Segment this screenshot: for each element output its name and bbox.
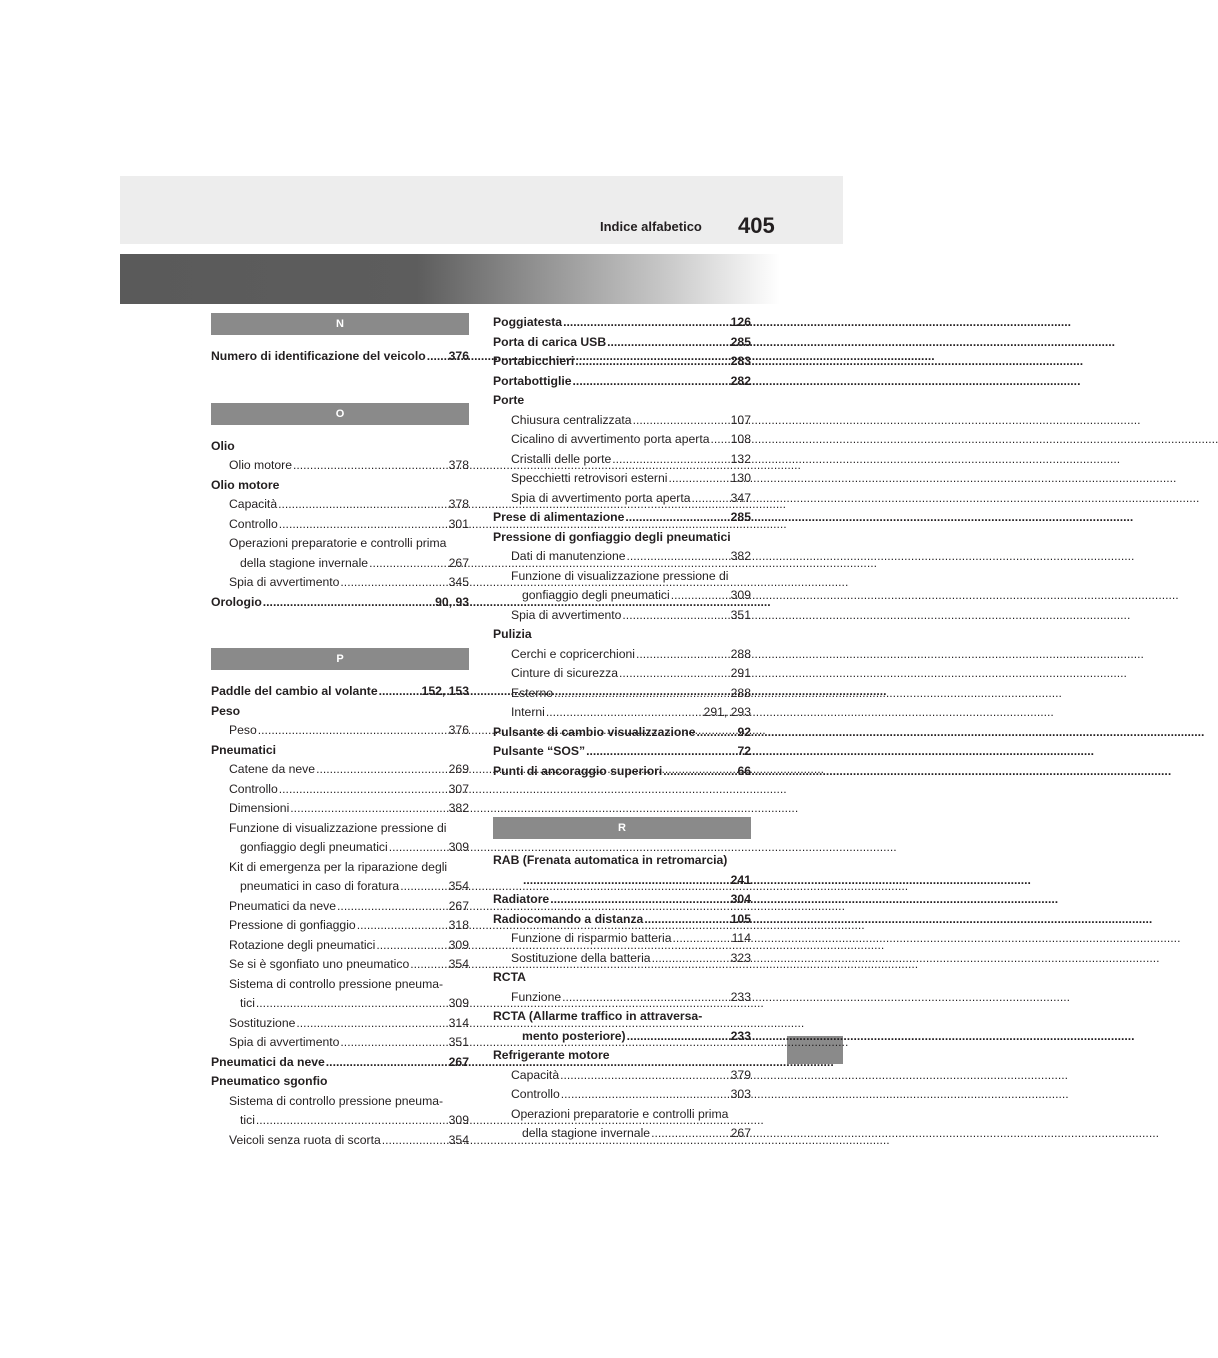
index-entry — [493, 910, 751, 930]
entry-label: gonfiaggio degli pneumatici — [522, 588, 670, 602]
entry-page-number: 267 — [730, 1126, 751, 1140]
entry-label: della stagione invernale — [522, 1126, 651, 1140]
leader-dots — [258, 721, 448, 741]
entry-page-number: 376 — [448, 723, 469, 737]
index-entry — [493, 703, 751, 723]
index-entry — [493, 430, 751, 450]
leader-dots — [296, 1014, 447, 1034]
entry-page-number: 233 — [730, 1028, 751, 1043]
entry-label: Sistema di controllo pressione pneuma- — [229, 1093, 444, 1108]
leader-dots — [711, 430, 730, 450]
entry-label: Radiocomando a distanza — [493, 911, 644, 926]
leader-dots — [293, 456, 448, 476]
index-entry — [211, 1033, 469, 1053]
entry-page-number: 90, 93 — [435, 594, 469, 609]
leader-dots — [607, 333, 730, 353]
index-entry — [211, 994, 469, 1014]
index-entry — [493, 352, 751, 372]
entry-label: Se si è sgonfiato uno pneumatico — [229, 957, 410, 971]
leader-dots — [563, 313, 730, 333]
index-entry — [211, 347, 469, 367]
leader-dots — [697, 723, 737, 743]
entry-label: Interni — [511, 705, 545, 719]
leader-dots — [554, 684, 730, 704]
section-header-p: P — [211, 648, 469, 670]
index-entry — [211, 955, 469, 975]
entry-page-number: 378 — [448, 497, 469, 511]
index-entry — [493, 625, 751, 645]
entry-label: Esterno — [511, 685, 554, 700]
entry-page-number: 126 — [730, 315, 751, 329]
entry-label: tici — [240, 996, 255, 1010]
index-entry — [493, 762, 751, 782]
entry-page-number: 282 — [730, 373, 751, 388]
entry-label: Spia di avvertimento — [229, 575, 340, 589]
leader-dots — [651, 1124, 730, 1144]
entry-label: Funzione di visualizzazione pressione di — [511, 568, 729, 583]
index-entry — [493, 391, 751, 411]
entry-label: Pressione di gonfiaggio degli pneumatici — [493, 529, 731, 544]
entry-page-number: 376 — [448, 349, 469, 363]
entry-page-number: 114 — [731, 931, 751, 945]
entry-page-number: 378 — [448, 458, 469, 472]
entry-label: Poggiatesta — [493, 315, 563, 329]
index-entry — [493, 723, 751, 743]
leader-dots — [644, 910, 729, 930]
index-entry — [493, 586, 751, 606]
entry-label: Prese di alimentazione — [493, 510, 625, 524]
index-entry — [211, 702, 469, 722]
entry-label: Specchietti retrovisori esterni — [511, 471, 668, 485]
index-entry — [211, 741, 469, 761]
entry-page-number: 307 — [448, 781, 469, 796]
entry-page-number: 309 — [448, 996, 469, 1010]
index-entry — [493, 313, 751, 333]
entry-label: Pressione di gonfiaggio — [229, 918, 356, 932]
entry-label: Pulsante “SOS” — [493, 744, 586, 758]
entry-label: Funzione di risparmio batteria — [511, 931, 672, 945]
entry-page-number: 130 — [730, 471, 751, 485]
entry-label: Portabicchieri — [493, 354, 575, 368]
entry-label: mento posteriore) — [522, 1028, 626, 1043]
leader-dots — [279, 515, 448, 535]
leader-dots — [316, 760, 448, 780]
index-entry — [211, 975, 469, 995]
index-entry — [493, 333, 751, 353]
index-entry — [211, 1053, 469, 1073]
entry-label: Sistema di controllo pressione pneuma- — [229, 976, 444, 991]
index-entry — [211, 799, 469, 819]
index-entry — [493, 528, 751, 548]
index-entry — [493, 1124, 751, 1144]
entry-label: Capacità — [229, 497, 278, 511]
entry-page-number: 92 — [737, 724, 751, 739]
leader-dots — [671, 586, 730, 606]
entry-page-number: 233 — [730, 989, 751, 1004]
entry-label: RAB (Frenata automatica in retromarcia) — [493, 853, 728, 867]
leader-dots — [561, 1085, 730, 1105]
entry-label: Sostituzione — [229, 1015, 296, 1030]
leader-dots — [633, 411, 730, 431]
index-entry — [211, 495, 469, 515]
entry-label: Operazioni preparatorie e controlli prima — [511, 1106, 729, 1121]
entry-label: Punti di ancoraggio superiori — [493, 763, 663, 778]
index-entry — [493, 890, 751, 910]
index-entry — [211, 437, 469, 457]
entry-label: Cristalli delle porte — [511, 451, 612, 466]
index-entry — [493, 1066, 751, 1086]
index-entry — [493, 664, 751, 684]
index-entry — [493, 567, 751, 587]
entry-page-number: 152, 153 — [421, 684, 469, 698]
leader-dots — [636, 645, 730, 665]
index-entry — [211, 858, 469, 878]
entry-page-number: 351 — [730, 607, 751, 622]
leader-dots — [560, 1066, 730, 1086]
leader-dots — [562, 988, 730, 1008]
leader-dots — [573, 372, 730, 392]
entry-label: Funzione — [511, 989, 562, 1004]
leader-dots — [357, 916, 448, 936]
leader-dots — [575, 352, 729, 372]
entry-label: Kit di emergenza per la riparazione degli — [229, 859, 448, 874]
entry-label: Peso — [211, 703, 241, 718]
leader-dots — [379, 682, 421, 702]
index-entry — [493, 988, 751, 1008]
entry-label: Olio — [211, 438, 235, 453]
entry-page-number: 314 — [448, 1015, 469, 1030]
index-entry — [493, 372, 751, 392]
index-entry — [493, 1007, 751, 1027]
entry-page-number: 354 — [448, 879, 469, 893]
entry-label: tici — [240, 1113, 255, 1127]
index-entry — [493, 489, 751, 509]
index-entry — [211, 760, 469, 780]
entry-label: Radiatore — [493, 892, 550, 906]
leader-dots — [256, 1111, 448, 1131]
entry-label: Olio motore — [211, 477, 280, 492]
index-entry — [493, 949, 751, 969]
entry-label: pneumatici in caso di foratura — [240, 879, 400, 893]
entry-label: Cinture di sicurezza — [511, 666, 619, 680]
entry-label: Olio motore — [229, 458, 292, 472]
index-entry — [493, 411, 751, 431]
entry-label: Porta di carica USB — [493, 334, 607, 349]
index-entry — [211, 877, 469, 897]
leader-dots — [523, 871, 730, 891]
entry-page-number: 291 — [730, 666, 751, 680]
entry-page-number: 105 — [730, 911, 751, 926]
entry-page-number: 285 — [730, 334, 751, 349]
entry-label: Peso — [229, 723, 257, 737]
entry-label: Portabottiglie — [493, 373, 572, 388]
section-header-o: O — [211, 403, 469, 425]
entry-page-number: 323 — [730, 950, 751, 965]
leader-dots — [326, 1053, 448, 1073]
index-entry — [211, 721, 469, 741]
entry-page-number: 309 — [448, 840, 469, 854]
entry-page-number: 267 — [448, 555, 469, 570]
entry-page-number: 267 — [448, 1054, 469, 1069]
decorative-gradient-band — [120, 254, 780, 304]
entry-page-number: 301 — [448, 516, 469, 531]
index-entry — [493, 851, 751, 871]
entry-label: Dimensioni — [229, 801, 290, 815]
entry-label: Spia di avvertimento — [511, 607, 622, 622]
entry-page-number: 309 — [448, 1113, 469, 1127]
entry-page-number: 303 — [730, 1087, 751, 1101]
entry-label: Chiusura centralizzata — [511, 412, 632, 427]
entry-page-number: 107 — [730, 412, 751, 427]
leader-dots — [550, 890, 729, 910]
entry-label: Spia di avvertimento — [229, 1035, 340, 1049]
entry-page-number: 351 — [448, 1035, 469, 1049]
entry-page-number: 72 — [737, 744, 751, 758]
entry-page-number: 304 — [730, 892, 751, 906]
entry-page-number: 354 — [448, 957, 469, 971]
entry-page-number: 345 — [448, 575, 469, 589]
index-entry — [493, 508, 751, 528]
leader-dots — [673, 929, 731, 949]
entry-label: Pneumatici da neve — [229, 898, 337, 913]
index-entry — [493, 742, 751, 762]
entry-label: Sostituzione della batteria — [511, 950, 651, 965]
section-header-r: R — [493, 817, 751, 839]
index-entry — [493, 450, 751, 470]
entry-label: Orologio — [211, 594, 262, 609]
index-entry — [211, 1072, 469, 1092]
index-entry — [493, 547, 751, 567]
entry-label: Numero di identificazione del veicolo — [211, 349, 426, 363]
index-entry — [493, 871, 751, 891]
index-entry — [211, 916, 469, 936]
entry-page-number: 108 — [730, 432, 751, 446]
leader-dots — [692, 489, 730, 509]
entry-page-number: 291, 293 — [703, 705, 751, 719]
index-entry — [493, 606, 751, 626]
entry-page-number: 318 — [448, 918, 469, 932]
entry-page-number: 288 — [730, 646, 751, 661]
leader-dots — [256, 994, 448, 1014]
leader-dots — [279, 780, 448, 800]
entry-label: Pneumatici da neve — [211, 1054, 325, 1069]
index-column-right — [493, 313, 751, 1144]
entry-label: Pneumatico sgonfio — [211, 1074, 328, 1088]
index-entry — [211, 515, 469, 535]
entry-page-number: 288 — [730, 685, 751, 700]
index-entry — [211, 819, 469, 839]
section-title: Indice alfabetico — [600, 219, 702, 234]
leader-dots — [340, 573, 447, 593]
leader-dots — [622, 606, 729, 626]
header-band — [120, 176, 843, 244]
entry-label: Spia di avvertimento porta aperta — [511, 490, 691, 505]
entry-page-number: 285 — [730, 510, 751, 524]
entry-label: Paddle del cambio al volante — [211, 684, 378, 698]
leader-dots — [627, 547, 730, 567]
leader-dots — [263, 593, 434, 613]
entry-label: Controllo — [229, 516, 278, 531]
leader-dots — [340, 1033, 447, 1053]
entry-label: Veicoli senza ruota di scorta — [229, 1132, 381, 1147]
leader-dots — [337, 897, 448, 917]
index-entry — [211, 897, 469, 917]
index-entry — [493, 469, 751, 489]
index-entry — [493, 929, 751, 949]
leader-dots — [612, 450, 729, 470]
leader-dots — [376, 936, 447, 956]
entry-page-number: 347 — [730, 490, 751, 505]
leader-dots — [586, 742, 736, 762]
entry-page-number: 241 — [730, 872, 751, 887]
index-entry — [211, 1014, 469, 1034]
index-entry — [211, 682, 469, 702]
index-entry — [493, 645, 751, 665]
entry-label: Pulsante di cambio visualizzazione — [493, 724, 696, 739]
index-entry — [211, 456, 469, 476]
leader-dots — [369, 554, 448, 574]
entry-label: Refrigerante motore — [493, 1048, 610, 1062]
entry-page-number: 66 — [737, 763, 751, 778]
index-entry — [493, 684, 751, 704]
leader-dots — [663, 762, 736, 782]
leader-dots — [625, 508, 729, 528]
leader-dots — [389, 838, 448, 858]
leader-dots — [668, 469, 729, 489]
leader-dots — [652, 949, 730, 969]
index-entry — [211, 1111, 469, 1131]
entry-label: Cerchi e copricerchioni — [511, 646, 635, 661]
leader-dots — [400, 877, 447, 897]
leader-dots — [546, 703, 703, 723]
leader-dots — [427, 347, 448, 367]
entry-page-number: 269 — [448, 762, 469, 776]
entry-label: Controllo — [229, 781, 278, 796]
entry-label: Rotazione degli pneumatici — [229, 937, 376, 952]
index-entry — [493, 1085, 751, 1105]
entry-label: RCTA — [493, 970, 526, 984]
entry-page-number: 309 — [730, 588, 751, 602]
index-entry — [493, 1105, 751, 1125]
entry-label: della stagione invernale — [240, 555, 369, 570]
entry-label: Controllo — [511, 1087, 560, 1101]
index-entry — [211, 593, 469, 613]
leader-dots — [382, 1131, 448, 1151]
section-header-n: N — [211, 313, 469, 335]
entry-label: Dati di manutenzione — [511, 549, 626, 563]
index-entry — [493, 1027, 751, 1047]
leader-dots — [627, 1027, 730, 1047]
index-entry — [493, 968, 751, 988]
entry-page-number: 283 — [730, 354, 751, 368]
entry-page-number: 382 — [448, 801, 469, 815]
index-entry — [211, 476, 469, 496]
entry-page-number: 379 — [730, 1067, 751, 1082]
index-entry — [211, 838, 469, 858]
entry-label: Cicalino di avvertimento porta aperta — [511, 432, 710, 446]
entry-label: Capacità — [511, 1067, 560, 1082]
index-entry — [211, 1131, 469, 1151]
entry-label: Pneumatici — [211, 742, 277, 757]
index-column-left — [211, 313, 469, 1150]
leader-dots — [290, 799, 447, 819]
index-entry — [493, 1046, 751, 1066]
page-number: 405 — [738, 213, 775, 238]
entry-label: Operazioni preparatorie e controlli prima — [229, 536, 447, 550]
entry-label: Funzione di visualizzazione pressione di — [229, 820, 447, 835]
entry-label: gonfiaggio degli pneumatici — [240, 840, 388, 854]
index-entry — [211, 1092, 469, 1112]
index-entry — [211, 936, 469, 956]
leader-dots — [619, 664, 730, 684]
index-entry — [211, 573, 469, 593]
leader-dots — [410, 955, 447, 975]
entry-page-number: 132 — [730, 451, 751, 466]
entry-page-number: 354 — [448, 1132, 469, 1147]
index-entry — [211, 554, 469, 574]
entry-page-number: 309 — [448, 937, 469, 952]
leader-dots — [278, 495, 448, 515]
index-entry — [211, 534, 469, 554]
entry-label: RCTA (Allarme traffico in attraversa- — [493, 1009, 703, 1023]
entry-label: Pulizia — [493, 627, 532, 641]
index-entry — [211, 780, 469, 800]
entry-label: Porte — [493, 393, 525, 407]
entry-label: Catene da neve — [229, 762, 316, 776]
entry-page-number: 267 — [448, 898, 469, 913]
entry-page-number: 382 — [730, 549, 751, 563]
